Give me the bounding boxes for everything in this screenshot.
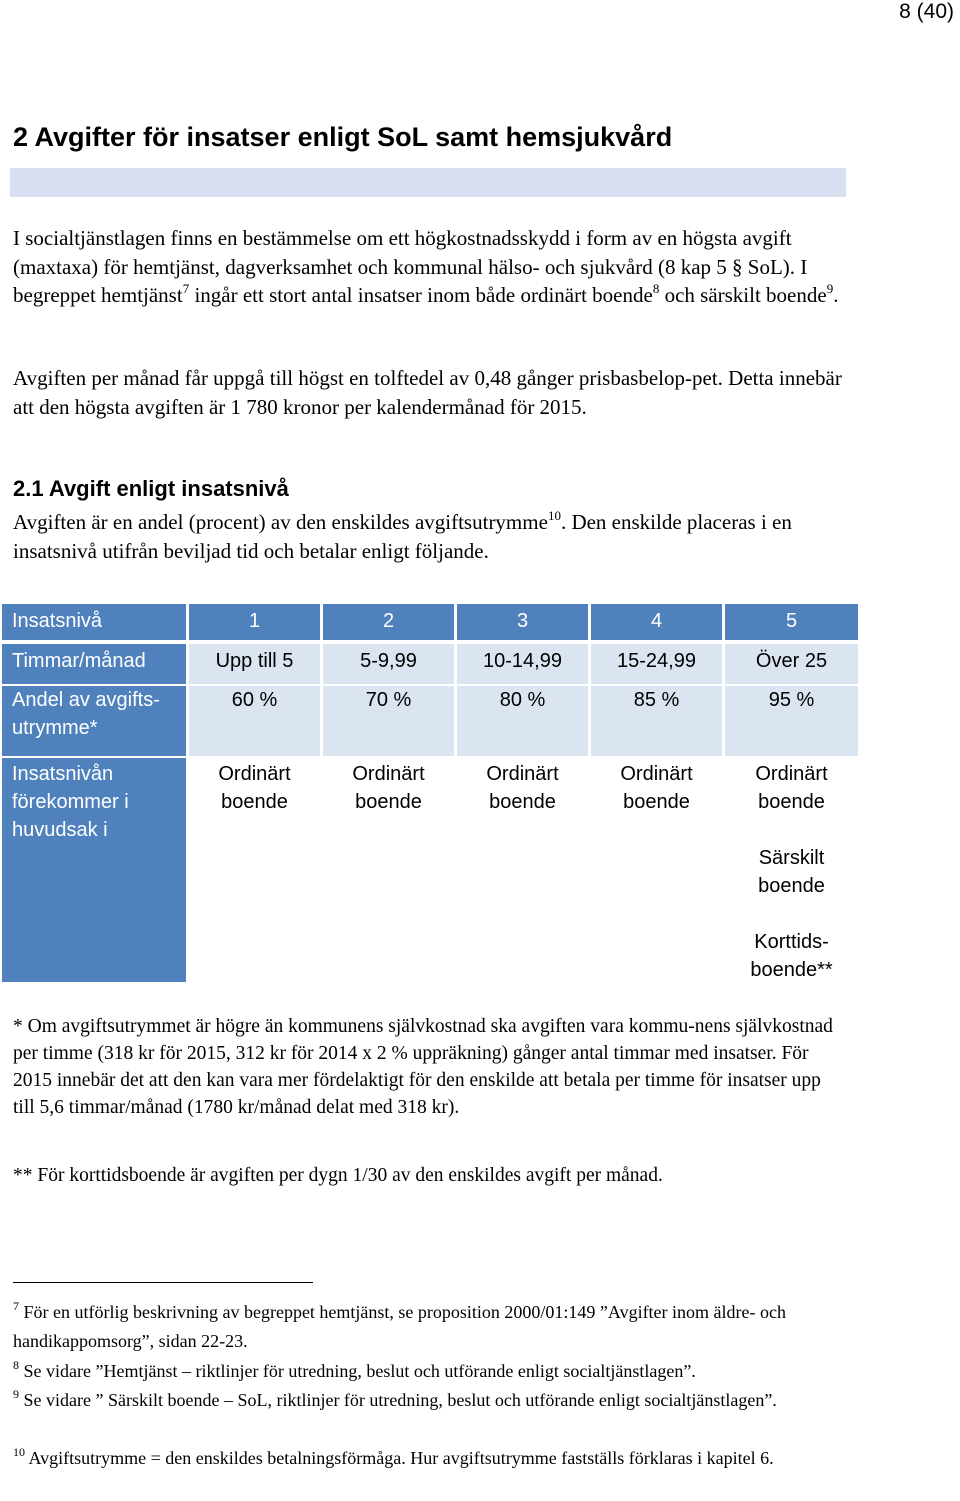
ordinary-housing-line-2: boende xyxy=(623,791,690,813)
footnote-text: Se vidare ” Särskilt boende – SoL, riktlinjer för utredning, beslut och utförande enligt socialtjänstlagen”. xyxy=(19,1390,777,1410)
level-header-5: 5 xyxy=(725,604,858,640)
footnote-8 xyxy=(13,1357,843,1386)
intro-text-3: och särskilt boende xyxy=(659,283,827,307)
footnote-text: Se vidare ”Hemtjänst – riktlinjer för utredning, beslut och utförande enligt socialtjänstlagen”. xyxy=(19,1361,696,1381)
short-term-housing-line-2: boende** xyxy=(750,959,833,981)
occurs-label-line-3: huvudsak i xyxy=(12,819,108,841)
hours-level-1: Upp till 5 xyxy=(189,644,320,684)
section-heading: 2 Avgifter för insatser enligt SoL samt hemsjukvård xyxy=(13,122,673,152)
ordinary-housing-line-2: boende xyxy=(489,791,556,813)
share-level-2: 70 % xyxy=(323,686,454,756)
occurs-level-2 xyxy=(323,758,454,982)
footnote-ref-10[interactable]: 10 xyxy=(547,508,561,523)
hours-level-4: 15-24,99 xyxy=(591,644,722,684)
ordinary-housing-line-2: boende xyxy=(758,791,825,813)
footnote-number: 8 xyxy=(13,1358,19,1372)
max-fee-paragraph: Avgiften per månad får uppgå till högst en tolftedel av 0,48 gånger prisbasbelop-pet. Detta innebär att den högsta avgiften är 1 780 kronor per kalendermånad för 2015. xyxy=(13,366,842,419)
occurs-level-5 xyxy=(725,758,858,982)
share-level-4: 85 % xyxy=(591,686,722,756)
special-housing-line-1: Särskilt xyxy=(758,847,825,869)
footnote-number: 7 xyxy=(13,1299,19,1313)
ordinary-housing-line-1: Ordinärt xyxy=(218,763,291,785)
footnote-ref-8[interactable]: 8 xyxy=(652,281,660,296)
level-text-1: Avgiften är en andel (procent) av den enskildes avgiftsutrymme xyxy=(13,510,548,534)
double-star-note: ** För korttidsboende är avgiften per dygn 1/30 av den enskildes avgift per månad. xyxy=(13,1165,663,1186)
fee-level-table xyxy=(2,604,858,982)
page-number: 8 (40) xyxy=(899,0,954,23)
short-term-housing-line-1: Korttids- xyxy=(754,931,829,953)
occurs-level-3 xyxy=(457,758,588,982)
footnote-ref-9[interactable]: 9 xyxy=(826,281,834,296)
occurs-label-line-1: Insatsnivån xyxy=(12,763,114,785)
share-label-line-1: Andel av avgifts- xyxy=(12,689,160,711)
ordinary-housing-line-1: Ordinärt xyxy=(620,763,693,785)
footnote-9 xyxy=(13,1386,843,1415)
footnote-ref-7[interactable]: 7 xyxy=(182,281,190,296)
share-level-3: 80 % xyxy=(457,686,588,756)
intro-paragraph xyxy=(13,224,843,310)
ordinary-housing-line-1: Ordinärt xyxy=(352,763,425,785)
share-level-5: 95 % xyxy=(725,686,858,756)
hours-level-2: 5-9,99 xyxy=(323,644,454,684)
intro-text-4: . xyxy=(833,283,839,307)
subsection-heading: 2.1 Avgift enligt insatsnivå xyxy=(13,476,289,501)
star-note: * Om avgiftsutrymmet är högre än kommunens självkostnad ska avgiften vara kommu-nens självkostnad per timme (318 kr för 2015, 312 kr för 2014 x 2 % uppräkning) gånger antal timmar med insatser. För 2015 innebär det att den kan vara mer fördelaktigt för den enskilde att betala per timme för insatser upp till 5,6 timmar/månad (1780 kr/månad delat med 318 kr). xyxy=(13,1016,833,1118)
occurs-label xyxy=(2,758,186,982)
special-housing-line-2: boende xyxy=(758,875,825,897)
ordinary-housing-line-1: Ordinärt xyxy=(486,763,559,785)
heading-shading-bar xyxy=(10,168,846,197)
footnote-7 xyxy=(13,1298,843,1356)
footnote-number: 10 xyxy=(13,1445,25,1459)
share-level-1: 60 % xyxy=(189,686,320,756)
level-header-2: 2 xyxy=(323,604,454,640)
hours-label: Timmar/månad xyxy=(2,644,186,684)
level-header-4: 4 xyxy=(591,604,722,640)
ordinary-housing-line-2: boende xyxy=(221,791,288,813)
table-header-label: Insatsnivå xyxy=(2,604,186,640)
share-label xyxy=(2,686,186,756)
level-header-1: 1 xyxy=(189,604,320,640)
occurs-level-1 xyxy=(189,758,320,982)
footnote-text: Avgiftsutrymme = den enskildes betalningsförmåga. Hur avgiftsutrymme fastställs förklaras i kapitel 6. xyxy=(25,1448,774,1468)
footnote-text: För en utförlig beskrivning av begreppet hemtjänst, se proposition 2000/01:149 ”Avgifter inom äldre- och handikappomsorg”, sidan 22-23. xyxy=(13,1302,787,1351)
share-label-line-2: utrymme* xyxy=(12,717,98,739)
occurs-label-line-2: förekommer i xyxy=(12,791,129,813)
level-header-3: 3 xyxy=(457,604,588,640)
level-text-2: . Den enskilde placeras i en insatsnivå utifrån beviljad tid och betalar enligt följande. xyxy=(13,510,792,563)
intro-text-2: ingår ett stort antal insatser inom både ordinärt boende xyxy=(189,283,653,307)
intro-text-1: I socialtjänstlagen finns en bestämmelse om ett högkostnadsskydd i form av en högsta avgift (maxtaxa) för hemtjänst, dagverksamhet och kommunal hälso- och sjukvård (8 kap 5 § SoL). I begreppet hemtjänst xyxy=(13,226,808,307)
footnote-separator xyxy=(13,1282,313,1283)
hours-level-5: Över 25 xyxy=(725,644,858,684)
hours-level-3: 10-14,99 xyxy=(457,644,588,684)
footnote-number: 9 xyxy=(13,1387,19,1401)
level-paragraph xyxy=(13,508,843,565)
occurs-level-4 xyxy=(591,758,722,982)
footnote-10 xyxy=(13,1444,843,1473)
ordinary-housing-line-2: boende xyxy=(355,791,422,813)
ordinary-housing-line-1: Ordinärt xyxy=(755,763,828,785)
